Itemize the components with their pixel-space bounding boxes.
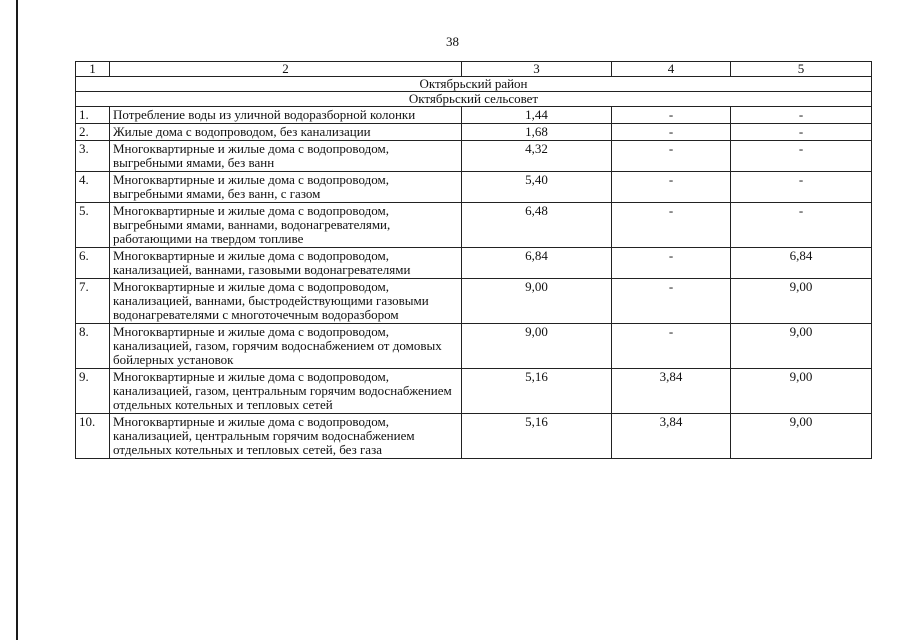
row-description-cell: Многоквартирные и жилые дома с водопроводом, канализацией, ваннами, газовыми водонагревателями	[110, 248, 462, 279]
row-col4-value: -	[612, 172, 731, 203]
row-col5-value: 9,00	[731, 324, 872, 369]
row-number-cell: 5.	[76, 203, 110, 248]
row-number-cell: 6.	[76, 248, 110, 279]
row-number-cell: 1.	[76, 107, 110, 124]
council-title: Октябрьский сельсовет	[76, 92, 872, 107]
row-col4-value: 3,84	[612, 369, 731, 414]
row-col5-value: -	[731, 203, 872, 248]
row-number-cell: 2.	[76, 124, 110, 141]
table-row	[76, 279, 872, 324]
row-number-cell: 9.	[76, 369, 110, 414]
district-row	[76, 77, 872, 92]
header-cell-1: 1	[76, 62, 110, 77]
table-row	[76, 141, 872, 172]
row-col5-value: -	[731, 107, 872, 124]
row-col3-value: 6,84	[462, 248, 612, 279]
row-number-cell: 7.	[76, 279, 110, 324]
row-col3-value: 5,16	[462, 369, 612, 414]
table-row	[76, 324, 872, 369]
row-col5-value: -	[731, 141, 872, 172]
table-row	[76, 107, 872, 124]
row-col3-value: 6,48	[462, 203, 612, 248]
row-description-cell: Многоквартирные и жилые дома с водопроводом, канализацией, ваннами, быстродействующими газовыми водонагревателями с многоточечным водоразбором	[110, 279, 462, 324]
row-col3-value: 9,00	[462, 324, 612, 369]
header-cell-2: 2	[110, 62, 462, 77]
row-col4-value: -	[612, 141, 731, 172]
header-cell-4: 4	[612, 62, 731, 77]
council-row	[76, 92, 872, 107]
row-col4-value: -	[612, 203, 731, 248]
row-col5-value: -	[731, 124, 872, 141]
row-col3-value: 5,40	[462, 172, 612, 203]
table-row	[76, 248, 872, 279]
row-col5-value: 9,00	[731, 369, 872, 414]
table-row	[76, 172, 872, 203]
district-title: Октябрьский район	[76, 77, 872, 92]
row-description-cell: Многоквартирные и жилые дома с водопроводом, выгребными ямами, без ванн	[110, 141, 462, 172]
row-col4-value: -	[612, 107, 731, 124]
header-cell-3: 3	[462, 62, 612, 77]
row-description-cell: Многоквартирные и жилые дома с водопроводом, канализацией, газом, центральным горячим водоснабжением отдельных котельных и тепловых сетей	[110, 369, 462, 414]
row-col3-value: 9,00	[462, 279, 612, 324]
row-number-cell: 4.	[76, 172, 110, 203]
row-description-cell: Многоквартирные и жилые дома с водопроводом, выгребными ямами, без ванн, с газом	[110, 172, 462, 203]
row-description-cell: Многоквартирные и жилые дома с водопроводом, канализацией, газом, горячим водоснабжением от домовых бойлерных установок	[110, 324, 462, 369]
row-description-cell: Жилые дома с водопроводом, без канализации	[110, 124, 462, 141]
row-col5-value: 9,00	[731, 279, 872, 324]
row-col5-value: 9,00	[731, 414, 872, 459]
header-cell-5: 5	[731, 62, 872, 77]
row-number-cell: 10.	[76, 414, 110, 459]
binding-edge-line	[16, 0, 18, 640]
row-col3-value: 4,32	[462, 141, 612, 172]
row-col3-value: 1,44	[462, 107, 612, 124]
row-col4-value: -	[612, 124, 731, 141]
row-col4-value: 3,84	[612, 414, 731, 459]
row-number-cell: 3.	[76, 141, 110, 172]
table-row	[76, 203, 872, 248]
row-number-cell: 8.	[76, 324, 110, 369]
row-col5-value: 6,84	[731, 248, 872, 279]
row-col4-value: -	[612, 279, 731, 324]
table-row	[76, 414, 872, 459]
row-description-cell: Многоквартирные и жилые дома с водопроводом, выгребными ямами, ваннами, водонагревателями, работающими на твердом топливе	[110, 203, 462, 248]
row-description-cell: Многоквартирные и жилые дома с водопроводом, канализацией, центральным горячим водоснабжением отдельных котельных и тепловых сетей, без газа	[110, 414, 462, 459]
row-col3-value: 5,16	[462, 414, 612, 459]
tariff-table	[75, 61, 872, 459]
page-number: 38	[446, 34, 459, 49]
header-row	[76, 62, 872, 77]
row-description-cell: Потребление воды из уличной водоразборной колонки	[110, 107, 462, 124]
table-row	[76, 124, 872, 141]
row-col3-value: 1,68	[462, 124, 612, 141]
row-col4-value: -	[612, 324, 731, 369]
row-col5-value: -	[731, 172, 872, 203]
row-col4-value: -	[612, 248, 731, 279]
table-row	[76, 369, 872, 414]
